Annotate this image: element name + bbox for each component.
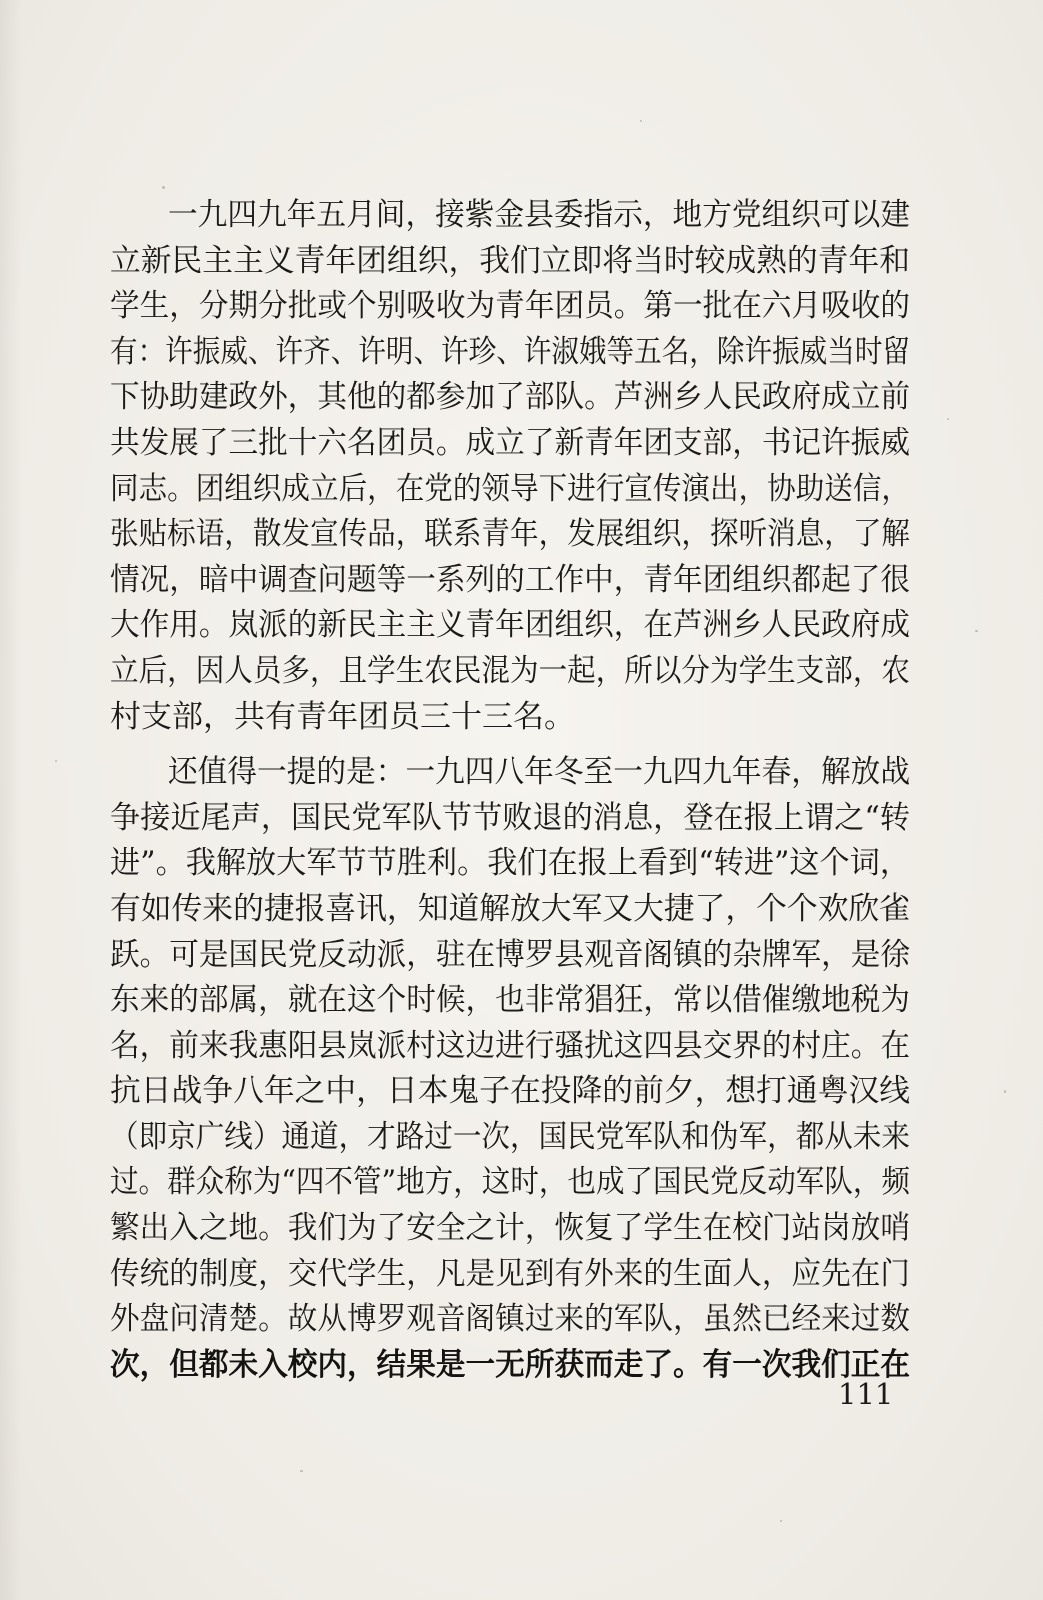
text-line-row [110,1297,910,1343]
text-line-row [110,796,910,842]
scan-speck [300,1470,303,1472]
text-line: 大作用。岚派的新民主主义青年团组织，在芦洲乡人民政府成 [110,607,910,644]
text-line-row [110,695,910,741]
text-line-row [110,933,910,979]
text-line-row [110,887,910,933]
scan-speck [55,760,57,762]
page-number: 111 [838,1377,894,1411]
text-line: 外盘问清楚。故从博罗观音阁镇过来的军队，虽然已经来过数 [110,1301,910,1338]
text-line: 有：许振威、许齐、许明、许珍、许淑娥等五名，除许振威当时留 [110,333,910,370]
text-line: 村支部，共有青年团员三十三名。 [110,698,575,735]
text-line-row [110,841,910,887]
scan-speck [162,186,165,189]
body-text [110,193,910,1388]
text-line: 进”。我解放大军节节胜利。我们在报上看到“转进”这个词， [110,845,910,882]
text-line-row [110,421,910,467]
paragraph [110,750,910,1388]
text-line: 过。群众称为“四不管”地方，这时，也成了国民党反动军队，频 [110,1164,910,1201]
text-line-row [110,1206,910,1252]
text-line-row [110,558,910,604]
text-line: 下协助建政外，其他的都参加了部队。芦洲乡人民政府成立前 [110,379,910,416]
text-line-row [110,603,910,649]
text-line: 名，前来我惠阳县岚派村这边进行骚扰这四县交界的村庄。在 [110,1027,910,1064]
scan-speck [780,1520,782,1522]
text-line: 立新民主主义青年团组织，我们立即将当时较成熟的青年和 [110,242,910,279]
text-line-row [110,649,910,695]
text-line-row [110,1069,910,1115]
text-line: （即京广线）通道，才路过一次，国民党军队和伪军，都从未来 [110,1118,910,1155]
text-line-row [110,193,910,239]
text-line-row [110,512,910,558]
text-line-row [110,1252,910,1298]
scan-speck [1004,1090,1006,1093]
text-line-row [110,239,910,285]
text-line: 共发展了三批十六名团员。成立了新青年团支部，书记许振威 [110,424,910,461]
scan-speck [947,418,949,420]
text-line: 还值得一提的是：一九四八年冬至一九四九年春，解放战 [168,754,910,791]
text-line: 情况，暗中调查问题等一系列的工作中，青年团组织都起了很 [110,561,910,598]
text-line: 跃。可是国民党反动派，驻在博罗县观音阁镇的杂牌军，是徐 [110,936,910,973]
text-line: 同志。团组织成立后，在党的领导下进行宣传演出，协助送信， [110,470,910,507]
text-line-row [110,750,910,796]
text-line-row [110,1343,910,1389]
text-line-row [110,1160,910,1206]
text-line: 争接近尾声，国民党军队节节败退的消息，登在报上谓之“转 [110,799,910,836]
text-line: 一九四九年五月间，接紫金县委指示，地方党组织可以建 [168,197,910,233]
text-line-row [110,375,910,421]
scan-speck [640,120,642,122]
text-line-row [110,330,910,376]
text-line-row [110,284,910,330]
text-line-row [110,467,910,513]
scan-speck [975,630,978,632]
text-line: 学生，分期分批或个别吸收为青年团员。第一批在六月吸收的 [110,288,910,325]
text-line: 传统的制度，交代学生，凡是见到有外来的生面人，应先在门 [110,1255,910,1292]
text-line-row [110,1024,910,1070]
text-line: 立后，因人员多，且学生农民混为一起，所以分为学生支部，农 [110,652,910,689]
text-line: 抗日战争八年之中，日本鬼子在投降的前夕，想打通粤汉线 [110,1073,910,1110]
text-line: 繁出入之地。我们为了安全之计，恢复了学生在校门站岗放哨 [110,1210,910,1247]
text-line-row [110,1115,910,1161]
text-line: 次，但都未入校内，结果是一无所获而走了。有一次我们正在 [110,1346,910,1383]
text-line: 张贴标语，散发宣传品，联系青年，发展组织，探听消息，了解 [110,516,910,553]
text-line-row [110,978,910,1024]
text-line: 有如传来的捷报喜讯，知道解放大军又大捷了，个个欢欣雀 [110,890,910,927]
text-line: 东来的部属，就在这个时候，也非常猖狂，常以借催缴地税为 [110,982,910,1019]
paragraph [110,193,910,740]
